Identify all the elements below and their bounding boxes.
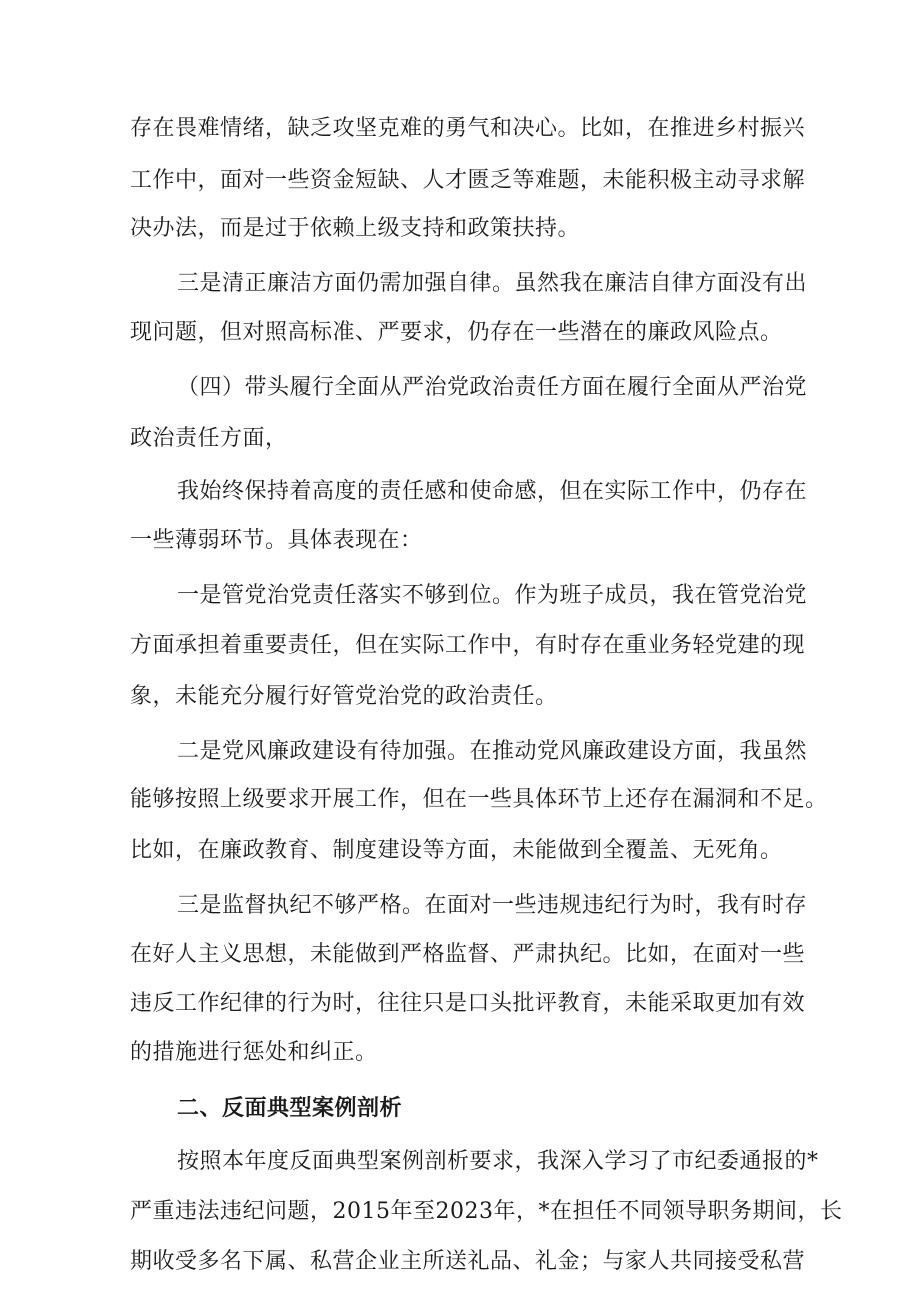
text-line: 能够按照上级要求开展工作，但在一些具体环节上还存在漏洞和不足。 bbox=[130, 787, 828, 812]
text-line: 二是党风廉政建设有待加强。在推动党风廉政建设方面，我虽然 bbox=[177, 739, 808, 764]
text-line: 的措施进行惩处和纠正。 bbox=[130, 1040, 378, 1065]
text-line: 现问题，但对照高标准、严要求，仍存在一些潜在的廉政风险点。 bbox=[130, 320, 783, 345]
text-line: 在好人主义思想，未能做到严格监督、严肃执纪。比如，在面对一些 bbox=[130, 942, 806, 967]
text-line: 三是监督执纪不够严格。在面对一些违规违纪行为时，我有时存 bbox=[177, 893, 808, 918]
text-line: 按照本年度反面典型案例剖析要求，我深入学习了市纪委通报的* bbox=[177, 1149, 819, 1174]
text-line: 工作中，面对一些资金短缺、人才匮乏等难题，未能积极主动寻求解 bbox=[130, 168, 806, 193]
section-heading-two: 二、反面典型案例剖析 bbox=[177, 1095, 403, 1121]
text-line: 存在畏难情绪，缺乏攻坚克难的勇气和决心。比如，在推进乡村振兴 bbox=[130, 116, 806, 141]
section-heading-four: （四）带头履行全面从严治党政治责任方面在履行全面从严治党 bbox=[177, 375, 808, 400]
text-line: 我始终保持着高度的责任感和使命感，但在实际工作中，仍存在 bbox=[177, 479, 808, 504]
text-line: 一是管党治党责任落实不够到位。作为班子成员，我在管党治党 bbox=[177, 583, 808, 608]
text-line: 三是清正廉洁方面仍需加强自律。虽然我在廉洁自律方面没有出 bbox=[177, 271, 808, 296]
text-line: 比如，在廉政教育、制度建设等方面，未能做到全覆盖、无死角。 bbox=[130, 838, 783, 863]
text-line: 象，未能充分履行好管党治党的政治责任。 bbox=[130, 684, 558, 709]
text-line: 严重违法违纪问题，2015年至2023年，*在担任不同领导职务期间，长 bbox=[130, 1199, 843, 1224]
text-line: 期收受多名下属、私营企业主所送礼品、礼金；与家人共同接受私营 bbox=[130, 1249, 806, 1274]
text-line: 方面承担着重要责任，但在实际工作中，有时存在重业务轻党建的现 bbox=[130, 633, 806, 658]
text-line: 决办法，而是过于依赖上级支持和政策扶持。 bbox=[130, 216, 581, 241]
text-line: 政治责任方面， bbox=[130, 426, 288, 451]
text-line: 一些薄弱环节。具体表现在： bbox=[130, 528, 423, 553]
text-line: 违反工作纪律的行为时，往往只是口头批评教育，未能采取更加有效 bbox=[130, 991, 806, 1016]
